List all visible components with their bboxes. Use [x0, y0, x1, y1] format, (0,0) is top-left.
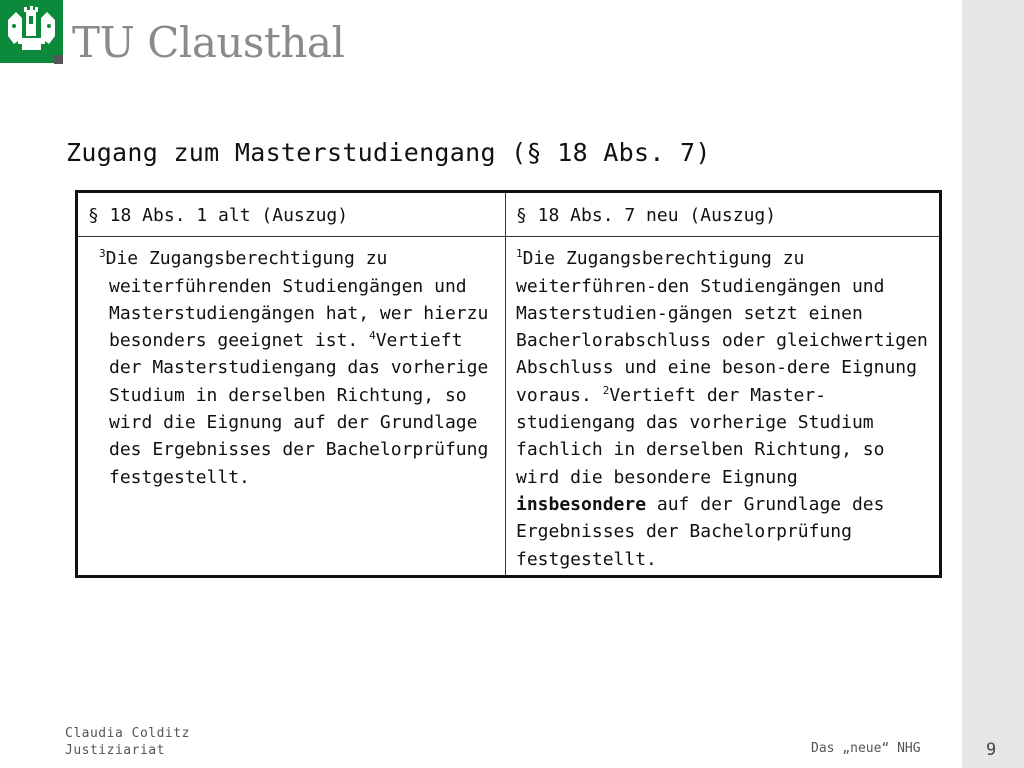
- new-law-sentence-2-part-b: auf der Grundlage des Ergebnisses der Bachelorprüfung festgestellt.: [516, 493, 885, 570]
- new-law-sentence-1: Die Zugangsberechtigung zu weiterführen-den Studiengängen und Masterstudien-gängen setzt einen Bacherlorabschluss oder gleichwertigen Abschluss und eine beson-dere Eignung voraus.: [516, 248, 928, 406]
- sentence-number: 2: [602, 383, 610, 397]
- brand-name: TU Clausthal: [72, 18, 345, 67]
- footer-department: Justiziariat: [65, 743, 165, 758]
- old-law-sentence-4: Vertieft der Masterstudiengang das vorherige Studium in derselben Richtung, so wird die Eignung auf der Grundlage des Ergebnisses der Bachelorprüfung festgestellt.: [109, 330, 489, 488]
- logo-crest-box: [0, 0, 63, 63]
- new-law-text-cell: [506, 237, 941, 577]
- footer-presentation-title: Das „neue“ NHG: [811, 741, 921, 756]
- sentence-number: 3: [99, 247, 106, 261]
- page-number: 9: [986, 740, 997, 760]
- tu-clausthal-crest-icon: [4, 4, 59, 54]
- header-cell-old: § 18 Abs. 1 alt (Auszug): [77, 192, 506, 237]
- footer-author: Claudia Colditz: [65, 726, 190, 741]
- new-law-sentence-2-part-a: Vertieft der Master-studiengang das vorherige Studium fachlich in derselben Richtung, so wird die besondere Eignung: [516, 384, 885, 488]
- logo-accent-square: [54, 55, 63, 64]
- old-law-sentence-marker: [99, 248, 106, 269]
- table-header-row: [77, 192, 941, 237]
- old-law-sentence-3: Die Zugangsberechtigung zu weiterführenden Studiengängen und Masterstudiengängen hat, wer hierzu besonders geeignet ist.: [105, 248, 489, 352]
- sentence-number: 4: [369, 329, 376, 343]
- slide-title: Zugang zum Masterstudiengang (§ 18 Abs. 7): [66, 138, 711, 167]
- right-side-strip: [962, 0, 1024, 768]
- comparison-table: [75, 190, 942, 578]
- header-cell-new: § 18 Abs. 7 neu (Auszug): [506, 192, 941, 237]
- table-body-row: [77, 237, 941, 577]
- emphasized-word: insbesondere: [516, 493, 647, 515]
- old-law-text-cell: [77, 237, 506, 577]
- footer-author-block: [65, 725, 190, 759]
- sentence-number: 1: [516, 247, 523, 261]
